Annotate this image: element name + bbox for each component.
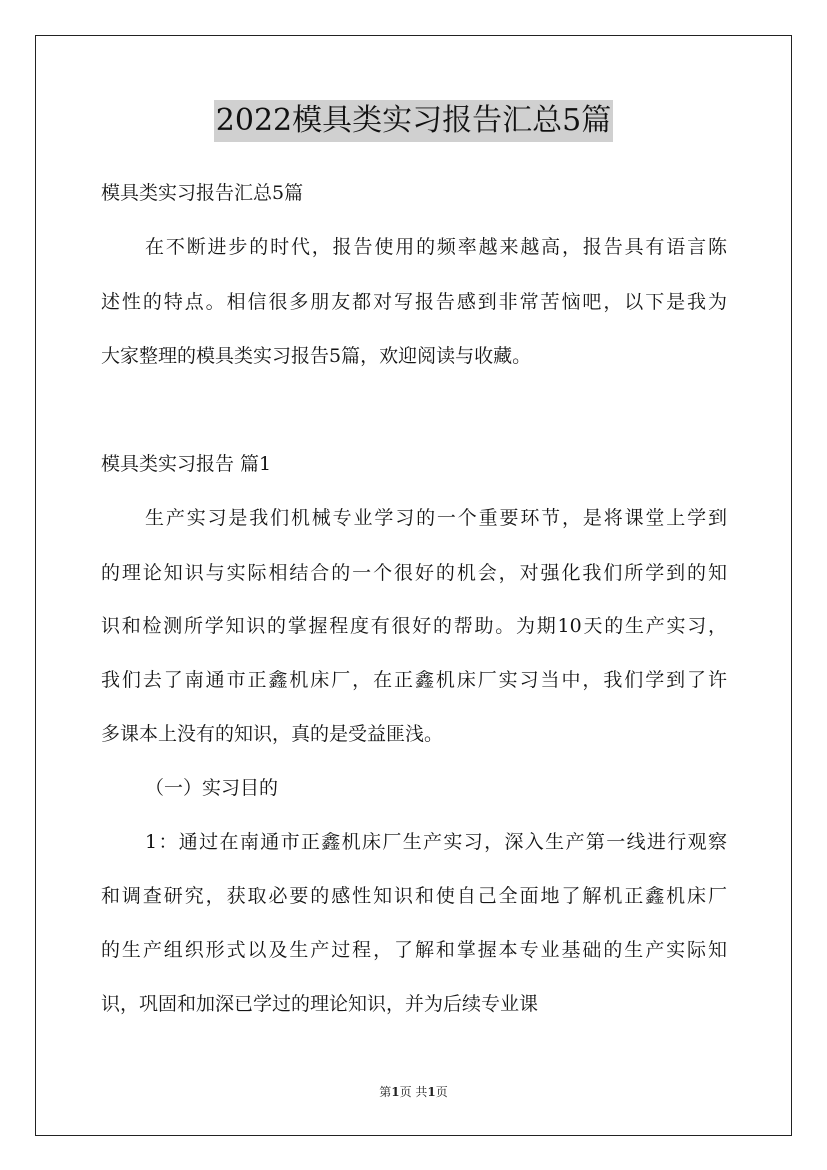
footer-total-pages: 1 bbox=[427, 1085, 436, 1099]
footer-current-page: 1 bbox=[391, 1085, 400, 1099]
footer-prefix: 第 bbox=[379, 1085, 392, 1099]
para1-line-3: 识和检测所学知识的掌握程度有很好的帮助。为期10天的生产实习， bbox=[101, 615, 727, 637]
page-footer bbox=[0, 1084, 827, 1100]
section-heading: 模具类实习报告 篇1 bbox=[101, 453, 272, 475]
sub-heading: （一）实习目的 bbox=[145, 777, 279, 799]
para1-line-1: 生产实习是我们机械专业学习的一个重要环节，是将课堂上学到 bbox=[145, 507, 727, 529]
document-subtitle: 模具类实习报告汇总5篇 bbox=[101, 182, 304, 204]
para2-line-3: 的生产组织形式以及生产过程，了解和掌握本专业基础的生产实际知 bbox=[101, 939, 727, 961]
para1-line-5: 多课本上没有的知识，真的是受益匪浅。 bbox=[101, 723, 444, 745]
footer-mid: 页 共 bbox=[399, 1085, 428, 1099]
para1-line-4: 我们去了南通市正鑫机床厂，在正鑫机床厂实习当中，我们学到了许 bbox=[101, 669, 727, 691]
title-container bbox=[0, 100, 827, 142]
para1-line-2: 的理论知识与实际相结合的一个很好的机会，对强化我们所学到的知 bbox=[101, 562, 727, 584]
para2-line-4: 识，巩固和加深已学过的理论知识，并为后续专业课 bbox=[101, 993, 539, 1015]
intro-line-3: 大家整理的模具类实习报告5篇，欢迎阅读与收藏。 bbox=[101, 345, 532, 367]
intro-line-2: 述性的特点。相信很多朋友都对写报告感到非常苦恼吧，以下是我为 bbox=[101, 291, 727, 313]
document-title: 2022模具类实习报告汇总5篇 bbox=[214, 100, 613, 142]
para2-line-1: 1：通过在南通市正鑫机床厂生产实习，深入生产第一线进行观察 bbox=[145, 831, 727, 853]
intro-line-1: 在不断进步的时代，报告使用的频率越来越高，报告具有语言陈 bbox=[145, 236, 727, 258]
footer-suffix: 页 bbox=[435, 1085, 448, 1099]
para2-line-2: 和调查研究，获取必要的感性知识和使自己全面地了解机正鑫机床厂 bbox=[101, 885, 727, 907]
